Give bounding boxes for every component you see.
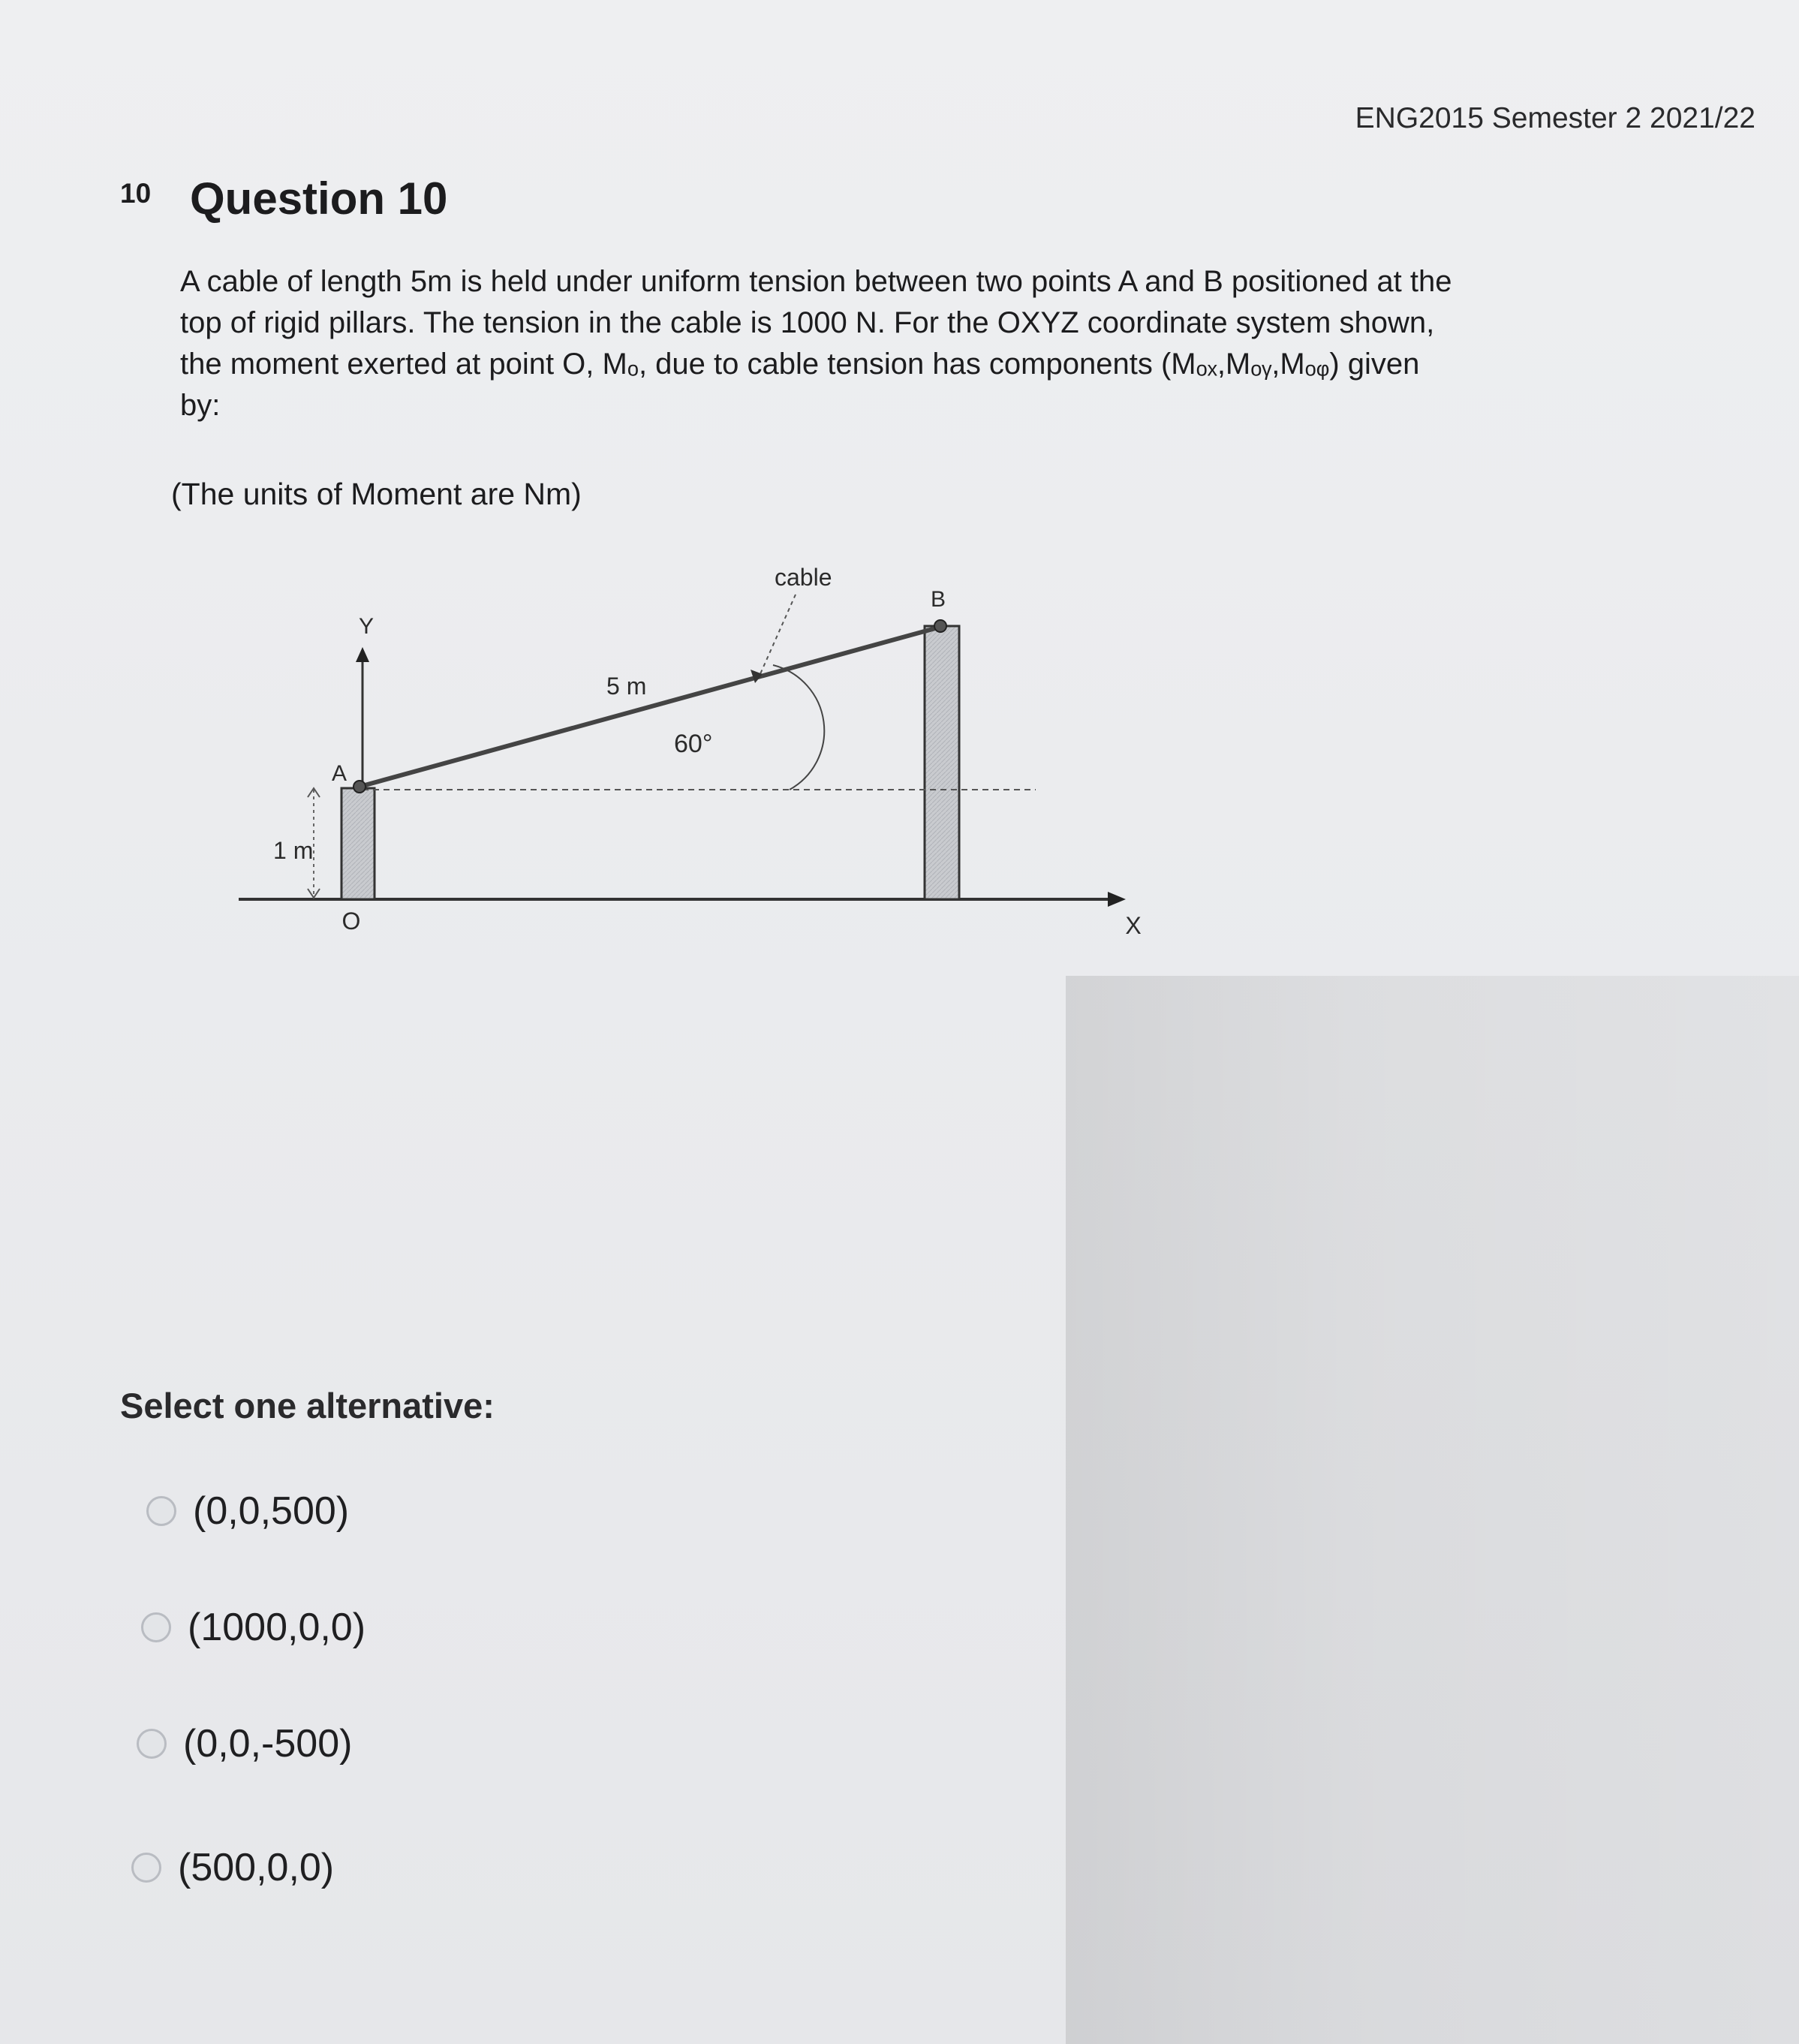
label-angle: 60°: [674, 730, 713, 758]
label-height: 1 m: [273, 837, 314, 864]
select-prompt: Select one alternative:: [120, 1386, 495, 1425]
point-a: [353, 781, 366, 793]
radio-button-icon[interactable]: [131, 1853, 161, 1883]
x-axis-arrow-icon: [1108, 892, 1126, 907]
y-axis-arrow-icon: [356, 647, 369, 662]
answer-option-2[interactable]: [141, 1605, 366, 1650]
answer-option-4[interactable]: [131, 1845, 334, 1890]
question-text: [180, 261, 1651, 426]
label-y: Y: [358, 614, 375, 639]
cable: [359, 628, 938, 787]
question-text-line: the moment exerted at point O, Mₒ, due to cable tension has components (Mₒₓ,Mₒᵧ,Mₒᵩ) given: [180, 348, 1420, 381]
angle-arc: [773, 665, 824, 790]
label-x: X: [1125, 912, 1142, 939]
question-number: 10: [120, 178, 152, 209]
course-header: ENG2015 Semester 2 2021/22: [1355, 102, 1755, 134]
photo-shadow: [1066, 976, 1799, 2044]
question-text-line: top of rigid pillars. The tension in the cable is 1000 N. For the OXYZ coordinate system shown,: [180, 306, 1435, 339]
label-b: B: [930, 587, 946, 612]
radio-button-icon[interactable]: [141, 1612, 171, 1642]
answer-option-label: (1000,0,0): [188, 1606, 366, 1649]
answer-option-label: (0,0,500): [193, 1489, 350, 1533]
label-a: A: [332, 761, 347, 786]
question-text-line: by:: [180, 389, 221, 422]
pillar-b: [925, 626, 959, 899]
radio-button-icon[interactable]: [137, 1729, 167, 1759]
radio-button-icon[interactable]: [146, 1496, 176, 1526]
answer-option-3[interactable]: [137, 1721, 352, 1766]
label-origin: O: [341, 908, 361, 935]
pillar-a: [341, 788, 375, 899]
units-note: (The units of Moment are Nm): [171, 477, 582, 511]
label-length: 5 m: [606, 673, 647, 700]
point-b: [934, 620, 946, 632]
cable-diagram: [225, 555, 1163, 946]
answer-option-1[interactable]: [146, 1489, 349, 1534]
answer-option-label: (500,0,0): [178, 1846, 335, 1889]
question-text-line: A cable of length 5m is held under uniform tension between two points A and B positioned at the: [180, 265, 1452, 298]
label-cable: cable: [775, 564, 832, 591]
answer-option-label: (0,0,-500): [183, 1722, 353, 1766]
cable-leader: [760, 595, 796, 676]
question-title: Question 10: [190, 173, 448, 224]
